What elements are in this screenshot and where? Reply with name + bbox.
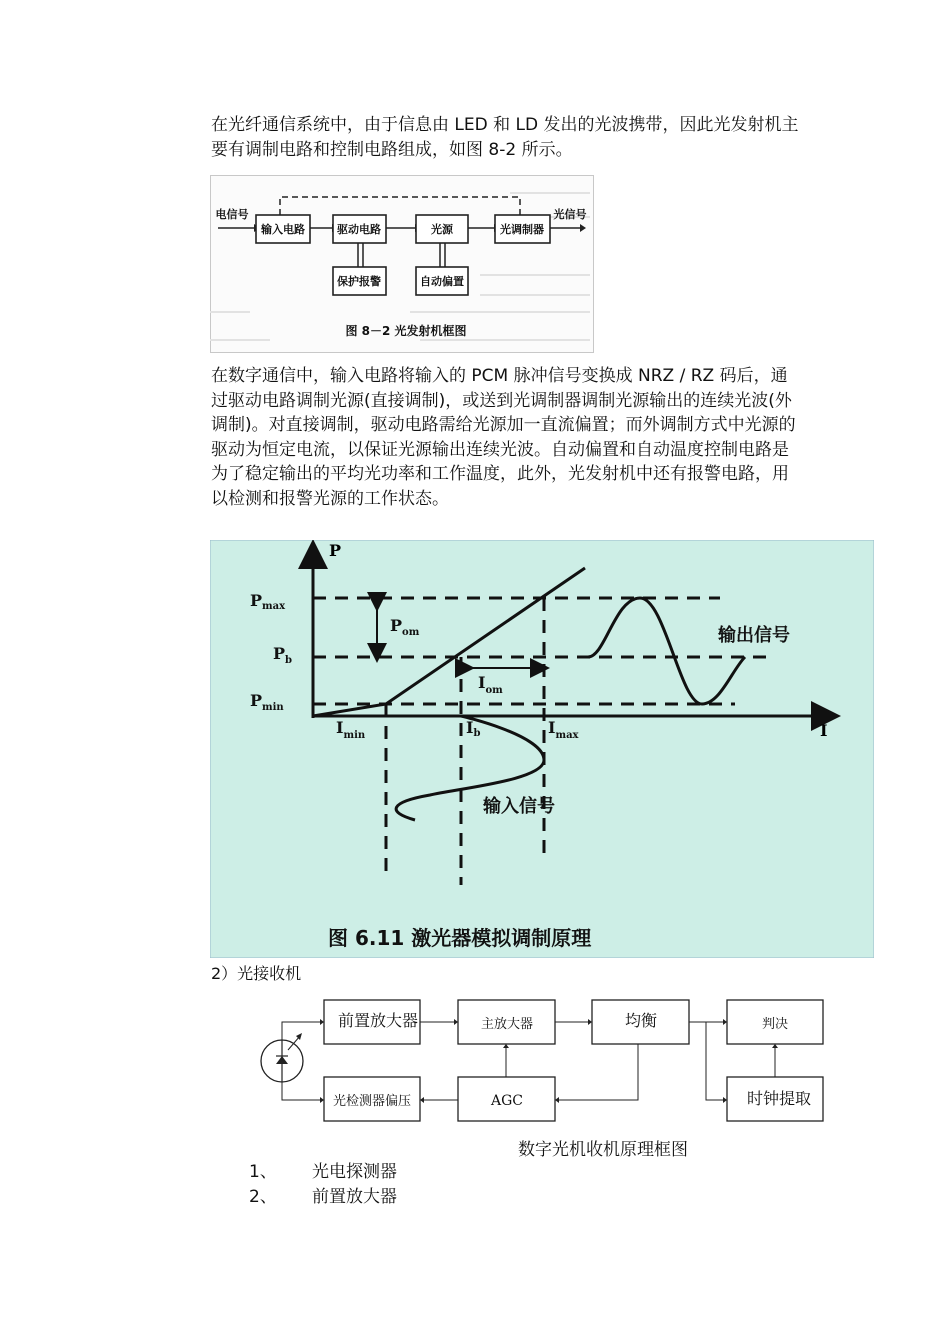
label-output-signal: 输出信号: [718, 625, 790, 646]
text-modulator: 光调制器: [500, 223, 544, 236]
text-equalizer: 均衡: [624, 1011, 658, 1030]
label-iom: $I_{om}$: [478, 673, 503, 696]
fig82-caption: 图 8－2 光发射机框图: [345, 324, 467, 338]
figure-background: [210, 540, 874, 958]
text-drive-circuit: 驱动电路: [337, 223, 381, 236]
text-auto-bias: 自动偏置: [420, 275, 464, 288]
transmitter-block-diagram: [210, 175, 594, 353]
receiver-caption: 数字光机收机原理框图: [518, 1140, 688, 1160]
text-light-source: 光源: [431, 223, 453, 236]
text-agc: AGC: [490, 1093, 524, 1109]
label-pb: $P_b$: [273, 644, 293, 666]
section-heading: 2）光接收机: [211, 964, 302, 983]
label-input-signal: 输入信号: [483, 796, 555, 817]
list-item: [249, 1185, 397, 1210]
list-number: 1、: [249, 1162, 277, 1182]
list-item: [249, 1160, 397, 1185]
numbered-list: [249, 1160, 397, 1210]
text-protect-alarm: 保护报警: [337, 275, 381, 288]
fig611-caption: 图 6.11 激光器模拟调制原理: [328, 926, 592, 950]
text-decision: 判决: [761, 1017, 789, 1032]
label-imin: $I_{min}$: [336, 718, 366, 741]
y-axis-label: P: [329, 541, 342, 560]
list-text: 光电探测器: [312, 1162, 397, 1182]
label-pmax: Pmax: [250, 591, 286, 612]
label-electrical-signal: 电信号: [215, 208, 249, 221]
text-clock: 时钟提取: [746, 1089, 812, 1108]
receiver-block-diagram: [250, 990, 840, 1130]
list-text: 前置放大器: [312, 1187, 397, 1207]
text-input-circuit: 输入电路: [261, 223, 305, 236]
text-preamp: 前置放大器: [337, 1011, 419, 1030]
x-axis-label: I: [820, 721, 828, 740]
intro-paragraph: 在光纤通信系统中，由于信息由 LED 和 LD 发出的光波携带，因此光发射机主要有调制电路和控制电路组成，如图 8-2 所示。: [211, 115, 799, 160]
label-pmin: $P_{min}$: [250, 691, 284, 713]
laser-modulation-figure: [210, 540, 874, 958]
list-number: 2、: [249, 1187, 277, 1207]
text-bias: 光检测器偏压: [332, 1094, 412, 1109]
label-optical-signal: 光信号: [553, 208, 587, 221]
text-main-amp: 主放大器: [480, 1017, 534, 1032]
label-pom: $P_{om}$: [390, 616, 420, 638]
label-imax: $I_{max}$: [548, 718, 579, 741]
body-paragraph: 在数字通信中，输入电路将输入的 PCM 脉冲信号变换成 NRZ / RZ 码后，通过驱动电路调制光源(直接调制)，或送到光调制器调制光源输出的连续光波(外调制)。对直接调制，驱动电路需给光源加一直流偏置；而外调制方式中光源的驱动为恒定电流，以保证光源输出连续光波。自动偏置和自动温度控制电路是为了稳定输出的平均光功率和工作温度，此外，光发射机中还有报警电路，用以检测和报警光源的工作状态。: [211, 366, 796, 509]
label-ib: Ib: [466, 718, 481, 739]
